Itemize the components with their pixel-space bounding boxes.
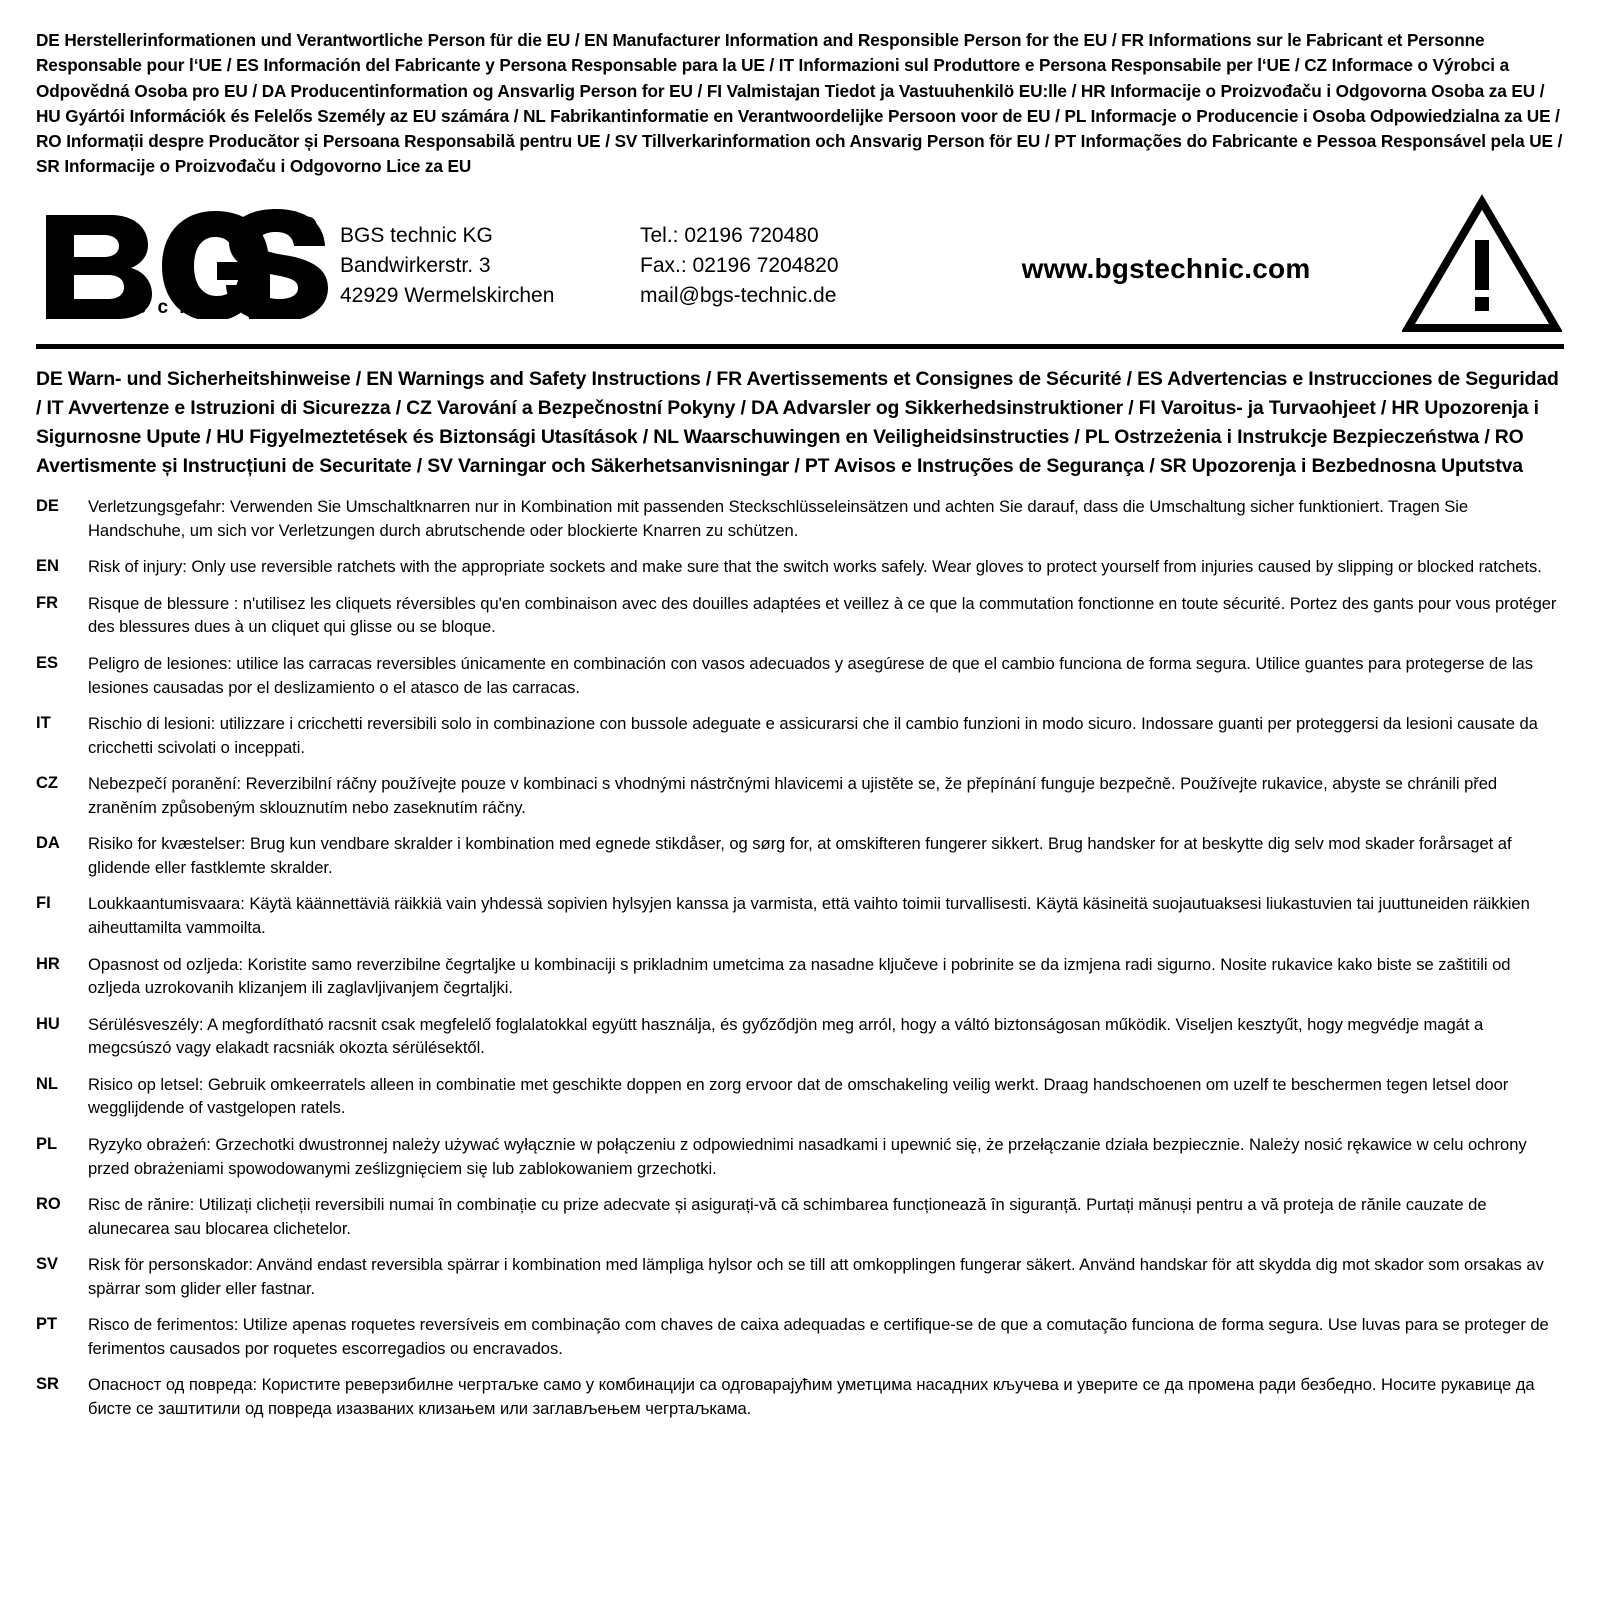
warning-text: Peligro de lesiones: utilice las carracas reversibles únicamente en combinación con vasos adecuados y asegúrese de que el cambio funciona de forma segura. Utilice guantes para protegerse de las lesiones causadas por el deslizamiento o el atasco de las carracas. [88, 653, 1533, 697]
warning-triangle-icon [1402, 194, 1562, 334]
list-item [36, 1073, 1564, 1120]
company-tel: Tel.: 02196 720480 [640, 223, 819, 247]
list-item [36, 892, 1564, 939]
warning-text: Risiko for kvæstelser: Brug kun vendbare skralder i kombination med egnede stikdåser, og sørg for, at omskifteren fungerer sikkert. Brug handsker for at beskytte dig selv mod skader forårsaget af glidende eller fastklemte skralder. [88, 834, 1512, 877]
warning-text: Risco de ferimentos: Utilize apenas roquetes reversíveis em combinação com chaves de caixa adequadas e certifique-se de que a comutação funciona de forma segura. Use luvas para se proteger de ferimentos causados por roquetes escorregadios ou encravados. [88, 1315, 1549, 1358]
language-code: CZ [36, 774, 58, 793]
language-code: HR [36, 954, 60, 973]
language-code: NL [36, 1074, 58, 1093]
list-item [36, 832, 1564, 879]
company-email: mail@bgs-technic.de [640, 283, 837, 307]
language-code: SR [36, 1375, 59, 1394]
language-code: DA [36, 834, 60, 853]
company-band [36, 186, 1564, 349]
list-item [36, 592, 1564, 639]
warning-triangle [1392, 194, 1564, 334]
warning-text: Risk för personskador: Använd endast reversibla spärrar i kombination med lämpliga hylsor och se till att omkopplingen fungerar säkert. Använd handskar för att skydda dig mot skador som orsakas av spärrar som glider eller fastnar. [88, 1255, 1544, 1298]
company-name: BGS technic KG [340, 223, 493, 247]
svg-text:t e c h n i c: t e c h n i c [118, 296, 256, 318]
list-item [36, 1013, 1564, 1060]
warning-text: Rischio di lesioni: utilizzare i cricchetti reversibili solo in combinazione con bussole adeguate e assicurarsi che il cambio funzioni in modo sicuro. Indossare guanti per proteggersi da lesioni causate da cricchetti scivolati o inceppati. [88, 714, 1538, 757]
language-code: DE [36, 497, 59, 516]
language-code: PT [36, 1315, 58, 1334]
warning-text: Opasnost od ozljeda: Koristite samo reverzibilne čegrtaljke u kombinaciji s prikladnim umetcima za nasadne ključeve i pobrinite se da izmjena radi sigurno. Nosite rukavice kako biste se zaštitili od ozljeda uzrokovanih klizanjem ili zaglavljivanjem čegrtaljki. [88, 954, 1511, 998]
svg-text:®: ® [298, 210, 318, 241]
company-fax: Fax.: 02196 7204820 [640, 253, 839, 277]
language-code: IT [36, 714, 51, 733]
bgs-logo-icon [40, 209, 330, 319]
warning-text: Risk of injury: Only use reversible ratchets with the appropriate sockets and make sure that the switch works safely. Wear gloves to protect yourself from injuries caused by slipping or blocked ratchets. [88, 557, 1542, 577]
list-item [36, 555, 1564, 579]
company-contact [640, 217, 940, 310]
language-code: HU [36, 1014, 60, 1033]
language-code: SV [36, 1255, 59, 1274]
language-code: FR [36, 593, 58, 612]
warning-text: Loukkaantumisvaara: Käytä käännettäviä räikkiä vain yhdessä sopivien hylsyjen kanssa ja varmista, että vaihto toimii turvallisesti. Käytä käsineitä suojautuaksesi liukastuvien tai juuttuneiden räikkien aiheuttamilta vammoilta. [88, 894, 1530, 937]
language-code: ES [36, 653, 59, 672]
list-item [36, 1193, 1564, 1240]
company-website: www.bgstechnic.com [1021, 252, 1311, 284]
list-item [36, 772, 1564, 819]
warning-text: Verletzungsgefahr: Verwenden Sie Umschaltknarren nur in Kombination mit passenden Steckschlüsseleinsätzen und achten Sie darauf, dass die Umschaltung sicher funktioniert. Tragen Sie Handschuhe, um sich vor Verletzungen durch abrutschende oder blockierte Knarren zu schützen. [88, 497, 1469, 540]
company-address [340, 217, 640, 310]
language-code: PL [36, 1134, 58, 1153]
list-item [36, 1133, 1564, 1180]
list-item [36, 953, 1564, 1000]
list-item [36, 712, 1564, 759]
warning-text: Risico op letsel: Gebruik omkeerratels alleen in combinatie met geschikte doppen en zorg ervoor dat de omschakeling veilig werkt. Draag handschoenen om uzelf te beschermen tegen letsel door wegglijdende of vastgelopen ratels. [88, 1074, 1509, 1118]
warning-text: Risque de blessure : n'utilisez les cliquets réversibles qu'en combinaison avec des douilles adaptées et veillez à ce que la commutation fonctionne en toute sécurité. Portez des gants pour vous protéger des blessures dues à un cliquet qui glisse ou se bloque. [88, 593, 1557, 637]
company-street: Bandwirkerstr. 3 [340, 253, 491, 277]
warning-text: Опасност од повреда: Користите реверзибилне чегртаљке само у комбинацији са одговарајућим уметцима насадних кључева и уверите се да промена ради безбедно. Носите рукавице да бисте се заштитили од повреда изазваних клизањем или заглављењем чегртаљкама. [88, 1375, 1535, 1418]
manufacturer-info-heading: DE Herstellerinformationen und Verantwortliche Person für die EU / EN Manufacturer Information and Responsible Person for the EU / FR Informations sur le Fabricant et Personne Responsable pour l‘UE / ES Información del Fabricante y Persona Responsable para la UE / IT Informazioni sul Produttore e Persona Responsabile per l‘UE / CZ Informace o Výrobci a Odpovědná Osoba pro EU / DA Producentinformation og Ansvarlig Person for EU / FI Valmistajan Tiedot ja Vastuuhenkilö EU:lle / HR Informacije o Proizvođaču i Odgovorna Osoba za EU / HU Gyártói Információk és Felelős Személy az EU számára / NL Fabrikantinformatie en Verantwoordelijke Persoon voor de EU / PL Informacje o Producencie i Osoba Odpowiedzialna za UE / RO Informații despre Producător și Persoana Responsabilă pentru UE / SV Tillverkarinformation och Ansvarig Person för EU / PT Informações do Fabricante e Pessoa Responsável pela UE / SR Informacije o Proizvođaču i Odgovorno Lice za EU [36, 30, 1563, 177]
language-code: FI [36, 894, 51, 913]
list-item [36, 1253, 1564, 1300]
warnings-list [36, 495, 1564, 1420]
company-city: 42929 Wermelskirchen [340, 283, 555, 307]
warning-text: Sérülésveszély: A megfordítható racsnit csak megfelelő foglalatokkal együtt használja, és győződjön meg arról, hogy a váltó biztonságosan működik. Viseljen kesztyűt, hogy megvédje magát a megcsúszó vagy elakadt racsniák okozta sérülésektől. [88, 1014, 1484, 1058]
list-item [36, 1313, 1564, 1360]
list-item [36, 1373, 1564, 1420]
warnings-section-heading: DE Warn- und Sicherheitshinweise / EN Warnings and Safety Instructions / FR Avertissements et Consignes de Sécurité / ES Advertencias e Instrucciones de Seguridad / IT Avvertenze e Istruzioni di Sicurezza / CZ Varování a Bezpečnostní Pokyny / DA Advarsler og Sikkerhedsinstruktioner / FI Varoitus- ja Turvaohjeet / HR Upozorenja i Sigurnosne Upute / HU Figyelmeztetések és Biztonsági Utasítások / NL Waarschuwingen en Veiligheidsinstructies / PL Ostrzeżenia i Instrukcje Bezpieczeństwa / RO Avertismente și Instrucțiuni de Securitate / SV Varningar och Säkerhetsanvisningar / PT Avisos e Instruções de Segurança / SR Upozorenja i Bezbednosna Uputstva [36, 367, 1559, 478]
warning-text: Ryzyko obrażeń: Grzechotki dwustronnej należy używać wyłącznie w połączeniu z odpowiednimi nasadkami i upewnić się, że przełączanie działa bezpiecznie. Należy nosić rękawice w celu ochrony przed obrażeniami spowodowanymi ześlizgnięciem się lub zablokowaniem grzechotki. [88, 1134, 1527, 1178]
warning-text: Risc de rănire: Utilizați clicheții reversibili numai în combinație cu prize adecvate și asigurați-vă că schimbarea funcționează în siguranță. Purtați mănuși pentru a vă proteja de rănile cauzate de alunecarea sau blocarea clichetelor. [88, 1195, 1487, 1238]
language-code: EN [36, 557, 59, 576]
language-code: RO [36, 1195, 61, 1214]
warning-text: Nebezpečí poranění: Reverzibilní ráčny používejte pouze v kombinaci s vhodnými nástrčnými hlavicemi a ujistěte se, že přepínání funguje bezpečně. Používejte rukavice, abyste se chránili před zraněním způsobeným sklouznutím nebo zaseknutím ráčny. [88, 774, 1498, 817]
bgs-logo [36, 209, 340, 319]
list-item [36, 495, 1564, 542]
list-item [36, 652, 1564, 699]
